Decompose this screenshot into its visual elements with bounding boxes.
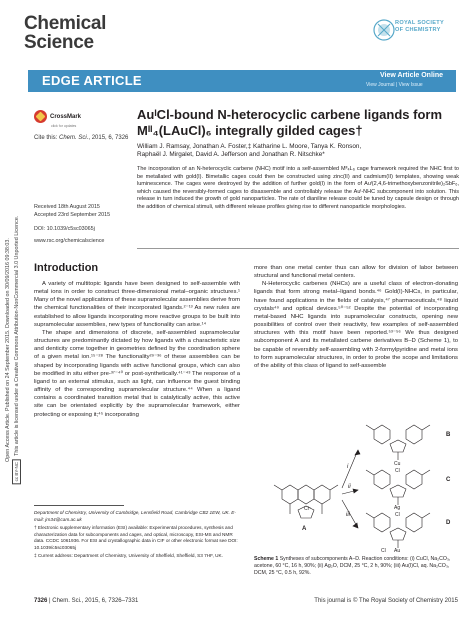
cc-licence-badge[interactable]: cc BY-NC	[12, 459, 21, 484]
citation	[34, 135, 128, 141]
citation-prefix: Cite this:	[34, 135, 58, 141]
structure-d	[366, 513, 430, 548]
label-d: D	[446, 520, 451, 526]
received-date: Received 18th August 2015	[34, 204, 100, 210]
caption-text: Syntheses of subcomponents A–D. Reaction conditions: (i) CuCl, Na₂CO₃, acetone, 60 °C, 16 h, 90%; (ii) Ag₂O, DCM, 25 °C, 2 h, 90%; (iii) Au(I)Cl, aq. Na₂CO₃, DCM, 25 °C, 0.5 h, 92%.	[254, 556, 451, 576]
crossmark-button[interactable]	[34, 108, 81, 128]
intro-paragraph-1: A variety of multitopic ligands have been designed to self-assemble with metal ions in order to construct three-dimensional metal–organic structures.¹ Many of the novel applications of these supramolecular assemblies derive from the chemical functionalities of their incorporated ligands.²⁻¹³ As new rules are established to allow ligands incorporating more reactive groups to be built into supramolecular assemblies, new types of functionality can arise.¹⁴	[34, 281, 240, 328]
side-line1: Open Access Article. Published on 24 September 2015. Downloaded on 30/09/2016 09:38:03.	[5, 238, 11, 462]
arrow-label-ii: ii	[348, 484, 351, 490]
atom-cl-c: Cl	[395, 512, 400, 518]
title-line1: AuᴵCl-bound N-heterocyclic carbene ligands form	[137, 107, 443, 122]
atom-au: Au	[394, 548, 401, 554]
article-title	[137, 107, 457, 138]
accepted-date: Accepted 23rd September 2015	[34, 211, 111, 218]
atom-cl-a: Cl⁻	[304, 506, 312, 512]
atom-cu: Cu	[394, 461, 401, 467]
arrow-label-iii: iii	[346, 512, 350, 518]
scheme-1-figure	[254, 410, 458, 555]
body-column-left	[34, 280, 240, 419]
label-c: C	[446, 477, 451, 483]
publisher-name	[395, 20, 444, 34]
abstract-divider	[137, 248, 459, 249]
label-b: B	[446, 432, 451, 438]
label-a: A	[302, 526, 307, 532]
footnote-esi: † Electronic supplementary information (ESI) available: Experimental procedures, synthesis and characterization data for subcomponents and cages, and optical, microscopy, ESI-MS and NMR data. CCDC 1061936. For ESI and crystallographic data in CIF or other electronic format see DOI: 10.1039/c5sc03065j	[34, 525, 238, 550]
authors-line2: Raphaël J. Mirgalet, David A. Jefferson and Jonathan R. Nitschke*	[137, 151, 325, 159]
side-line2[interactable]: This article is licensed under a Creative Commons Attribution-NonCommercial 3.0 Unported Licence.	[14, 215, 20, 456]
article-dates	[34, 204, 110, 219]
abstract: The incorporation of an N-heterocyclic carbene (NHC) motif into a self-assembled Mᴵᴵ₄L₆ cage framework required the NHC first to be metallated with gold(I). Bimetallic cages could then be constructed using zinc(II) and cadmium(II) templates, showing weak luminescence. The cages were destroyed by the addition of further gold(I) in the form of Auᴵ(2,4,6-trimethoxybenzonitrile)₂SbF₆, which caused the reversibly-formed cages to disassemble and controllably release the Auᴵ-NHC subcomponent into solution. This release in turn induced the growth of gold nanoparticles. The rate of dianiline release could be tuned by capsule design or through the addition of chemical stimuli, with different release profiles giving rise to different nanoparticle morphologies.	[137, 166, 459, 210]
authors-line1: William J. Ramsay, Jonathan A. Foster,‡ Katharine L. Moore, Tanya K. Ronson,	[137, 143, 362, 150]
introduction-heading: Introduction	[34, 262, 99, 274]
atom-cl-b: Cl	[395, 468, 400, 474]
publisher-line1: ROYAL SOCIETY	[395, 20, 444, 26]
crossmark-icon	[34, 110, 47, 123]
journal-name-line1: Chemical	[24, 13, 107, 34]
reaction-arrows	[342, 450, 360, 528]
intro-paragraph-2: The shape and dimensions of discrete, self-assembled supramolecular structures are predominantly dictated by how ligands with a characteristic size and denticity come together in geometries defined by the coordination sphere of a given metal ion.¹⁵⁻²⁸ The functionality²⁹⁻³⁶ of these assemblies can be shaped by incorporating ligands with active functional groups, which can also be modified in situ either pre-³⁷⁻⁴⁰ or post-synthetically.⁴¹⁻⁴³ The response of a ligand to an external stimulus, such as light, can influence the guest binding affinity of the corresponding supramolecular structure.⁴⁴ When a ligand contains a coordinated transition metal that is catalytically active, this active site can be orientated explicitly by the supramolecular framework, either protecting or exposing it;⁴⁵ incorporating	[34, 329, 240, 418]
atom-cl-d: Cl	[381, 548, 386, 554]
citation-details: , 2015, 6, 7326	[88, 135, 129, 141]
footer-citation: | Chem. Sci., 2015, 6, 7326–7331	[49, 598, 139, 604]
journal-website-link[interactable]: www.rsc.org/chemicalscience	[34, 238, 105, 244]
atom-ag: Ag	[394, 505, 401, 511]
journal-name	[24, 14, 106, 52]
footnote-divider	[34, 505, 124, 506]
journal-name-line2: Science	[24, 32, 94, 53]
intro-paragraph-3: more than one metal center thus can allow for division of labor between structural and functional metal centers.	[254, 265, 458, 280]
footnotes	[34, 510, 240, 562]
side-licence	[2, 80, 24, 620]
footnote-affiliation: Department of Chemistry, University of Cambridge, Lensfield Road, Cambridge CB2 1EW, UK. E-mail: jrn34@cam.ac.uk	[34, 510, 236, 522]
scheme-caption	[254, 556, 458, 577]
crossmark-label: CrossMark	[50, 113, 82, 120]
body-column-right	[254, 264, 458, 370]
view-journal-link[interactable]: View Journal | View Issue	[366, 82, 423, 88]
arrow-label-i: i	[347, 464, 349, 470]
page-footer-right: This journal is © The Royal Society of Chemistry 2015	[314, 598, 458, 604]
article-type: EDGE ARTICLE	[42, 73, 142, 88]
publisher-line2: OF CHEMISTRY	[395, 27, 441, 33]
view-article-online-link[interactable]: View Article Online	[380, 72, 444, 79]
page-number: 7326	[34, 598, 48, 604]
citation-journal: Chem. Sci.	[59, 135, 89, 141]
structure-a	[274, 485, 338, 518]
page-footer-left	[34, 598, 138, 604]
structure-b	[366, 425, 430, 460]
structure-c	[366, 470, 430, 505]
authors	[137, 143, 457, 160]
intro-paragraph-4: N-Heterocyclic carbenes (NHCs) are a useful class of electron-donating ligands that form strong metal–ligand bonds.⁴⁶ Gold(I)-NHCs, in particular, have found applications in the fields of catalysis,⁴⁷ pharmaceuticals,⁴⁸ liquid crystals⁴⁹ and optical devices.⁵⁰⁻⁵² Despite the potential of incorporating metal-based NHC ligands into supramolecular constructs, opening new possibilities of control over their reactivity, few examples of self-assembled structures with this motif have been reported.⁵³⁻⁵⁶ We thus designed subcomponent A and its metallated carbene derivatives B–D (Scheme 1), to be capable of reversibly self-assembling with 2-formylpyridine and metal ions to form supramolecular structures, in order to probe the scope and limitations of the ability of this class of ligand to self-assemble	[254, 281, 458, 369]
title-line2: Mᴵᴵ₄(LAuCl)₆ integrally gilded cages†	[137, 122, 363, 138]
footnote-current-address: ‡ Current address: Department of Chemistry, University of Sheffield, Sheffield, S3 7HF, UK.	[34, 553, 223, 558]
side-licence-text	[5, 216, 21, 485]
doi[interactable]: DOI: 10.1039/c5sc03065j	[34, 226, 95, 232]
caption-label: Scheme 1	[254, 556, 279, 562]
crossmark-sub: click for updates	[51, 124, 77, 128]
